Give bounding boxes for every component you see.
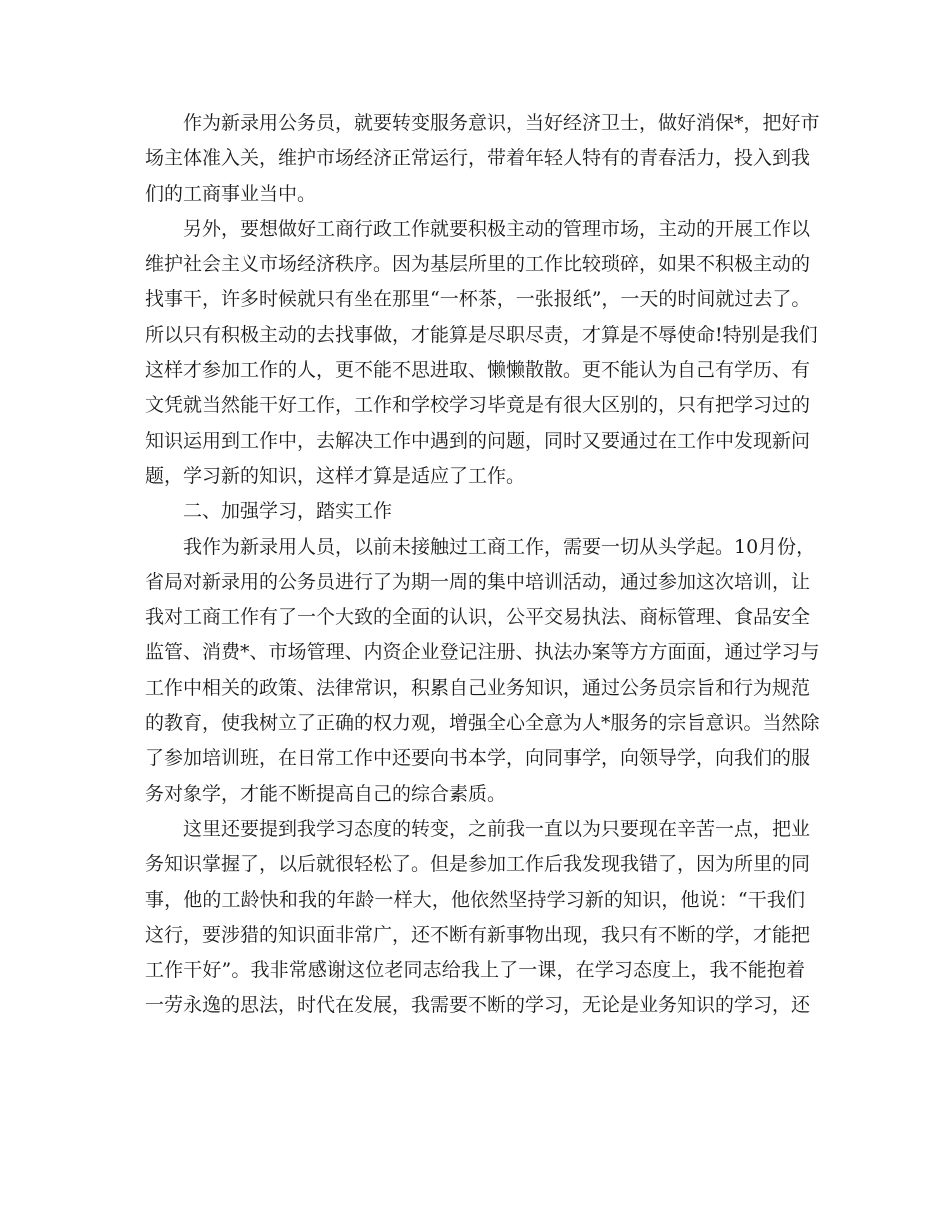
text-line: 维护社会主义市场经济秩序。因为基层所里的工作比较琐碎，如果不积极主动的: [145, 253, 811, 276]
text-line: 监管、消费*、市场管理、内资企业登记注册、执法办案等方方面面，通过学习与: [145, 641, 820, 664]
text-line: 我作为新录用人员，以前未接触过工商工作，需要一切从头学起。10月份，: [183, 535, 816, 558]
text-line: 所以只有积极主动的去找事做，才能算是尽职尽责，才算是不辱使命!特别是我们: [145, 323, 818, 346]
text-line: 工作中相关的政策、法律常识，积累自己业务知识，通过公务员宗旨和行为规范: [145, 676, 811, 699]
text-line: 这里还要提到我学习态度的转变，之前我一直以为只要现在辛苦一点，把业: [183, 817, 811, 840]
text-line: 我对工商工作有了一个大致的全面的认识，公平交易执法、商标管理、食品安全: [145, 606, 811, 629]
text-line: 的教育，使我树立了正确的权力观，增强全心全意为人*服务的宗旨意识。当然除: [145, 712, 820, 735]
text-line: 知识运用到工作中，去解决工作中遇到的问题，同时又要通过在工作中发现新问: [145, 429, 811, 452]
text-line: 务知识掌握了，以后就很轻松了。但是参加工作后我发现我错了，因为所里的同: [145, 853, 811, 876]
text-line: 事，他的工龄快和我的年龄一样大，他依然坚持学习新的知识，他说：“干我们: [145, 888, 805, 911]
text-line: 作为新录用公务员，就要转变服务意识，当好经济卫士，做好消保*，把好市: [183, 112, 820, 134]
text-line: 文凭就当然能干好工作，工作和学校学习毕竟是有很大区别的，只有把学习过的: [145, 394, 811, 417]
text-line: 省局对新录用的公务员进行了为期一周的集中培训活动，通过参加这次培训，让: [145, 570, 811, 593]
text-line: 务对象学，才能不断提高自己的综合素质。: [145, 782, 507, 805]
text-line: 工作干好”。我非常感谢这位老同志给我上了一课，在学习态度上，我不能抱着: [145, 959, 805, 982]
text-line: 另外，要想做好工商行政工作就要积极主动的管理市场，主动的开展工作以: [183, 217, 811, 240]
text-line: 这样才参加工作的人，更不能不思进取、懒懒散散。更不能认为自己有学历、有: [145, 359, 811, 382]
text-line: 一劳永逸的思法，时代在发展，我需要不断的学习，无论是业务知识的学习，还: [145, 994, 811, 1017]
text-line: 找事干，许多时候就只有坐在那里“一杯茶，一张报纸”，一天的时间就过去了。: [145, 288, 811, 311]
text-line: 二、加强学习，踏实工作: [183, 500, 393, 523]
text-line: 了参加培训班，在日常工作中还要向书本学，向同事学，向领导学，向我们的服: [145, 747, 811, 770]
text-line: 们的工商事业当中。: [145, 182, 317, 205]
text-line: 题，学习新的知识，这样才算是适应了工作。: [145, 464, 526, 487]
document-body: [145, 106, 820, 1024]
text-line: 这行，要涉猎的知识面非常广，还不断有新事物出现，我只有不断的学，才能把: [145, 923, 811, 946]
text-line: 场主体准入关，维护市场经济正常运行，带着年轻人特有的青春活力，投入到我: [145, 147, 811, 170]
